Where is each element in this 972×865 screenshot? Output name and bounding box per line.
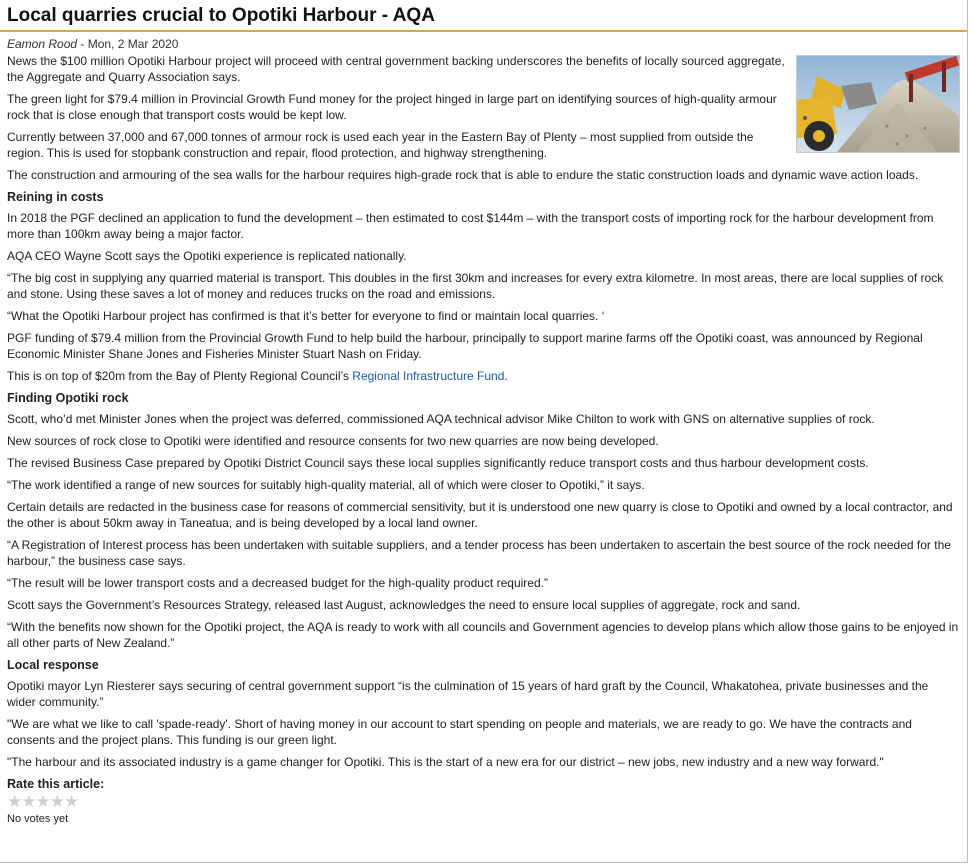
- regional-infrastructure-fund-link[interactable]: Regional Infrastructure Fund: [352, 369, 505, 383]
- paragraph: AQA CEO Wayne Scott says the Opotiki experience is replicated nationally.: [7, 249, 407, 263]
- star-rating-widget: [7, 794, 960, 810]
- paragraph: The green light for $79.4 million in Provincial Growth Fund money for the project hinged in large part on identifying sources of high-quality armour rock that is close enough that transport costs would be kept low.: [7, 92, 777, 122]
- paragraph: “The result will be lower transport costs and a decreased budget for the high-quality product required.”: [7, 576, 548, 590]
- publish-date: - Mon, 2 Mar 2020: [77, 37, 179, 51]
- rating-star-2-icon[interactable]: ★: [21, 792, 37, 811]
- rating-star-1-icon[interactable]: ★: [7, 792, 23, 811]
- section-heading-reining-in-costs: Reining in costs: [7, 190, 104, 204]
- paragraph: “With the benefits now shown for the Opotiki project, the AQA is ready to work with all councils and Government agencies to develop plans which allow those gains to be enjoyed in all other parts of New Zealand.”: [7, 620, 959, 650]
- loader-photo-illustration: [797, 56, 959, 152]
- paragraph: Certain details are redacted in the business case for reasons of commercial sensitivity, but it is understood one new quarry is close to Opotiki and owned by a local contractor, and the other is about 50km away in Taneatua, and is being developed by a local land owner.: [7, 500, 953, 530]
- paragraph: “A Registration of Interest process has been undertaken with suitable suppliers, and a tender process has been undertaken to ascertain the best source of the rock needed for the harbour,” the business case says.: [7, 538, 951, 568]
- section-heading-local-response: Local response: [7, 658, 99, 672]
- paragraph: In 2018 the PGF declined an application to fund the development – then estimated to cost $144m – with the transport costs of importing rock for the harbour development from more than 100km away being a major factor.: [7, 211, 934, 241]
- byline: [7, 36, 960, 52]
- paragraph: “The big cost in supplying any quarried material is transport. This doubles in the first 30km and increases for every extra kilometre. In most areas, there are local supplies of rock and stone. Using these saves a lot of money and reduces trucks on the road and emissions.: [7, 271, 944, 301]
- paragraph: Scott, who’d met Minister Jones when the project was deferred, commissioned AQA technical advisor Mike Chilton to work with GNS on alternative supplies of rock.: [7, 412, 875, 426]
- paragraph: "We are what we like to call 'spade-ready'. Short of having money in our account to start spending on people and materials, we are ready to go. We have the contracts and consents and the project plans. This funding is our green light.: [7, 717, 912, 747]
- rate-article-heading: Rate this article:: [7, 777, 105, 791]
- article-title: Local quarries crucial to Opotiki Harbour - AQA: [0, 0, 967, 32]
- paragraph: “What the Opotiki Harbour project has confirmed is that it’s better for everyone to find or maintain local quarries. ‘: [7, 309, 605, 323]
- rating-star-4-icon[interactable]: ★: [49, 792, 65, 811]
- paragraph: The revised Business Case prepared by Opotiki District Council says these local supplies significantly reduce transport costs and thus harbour development costs.: [7, 456, 869, 470]
- rating-star-3-icon[interactable]: ★: [35, 792, 51, 811]
- paragraph-text: This is on top of $20m from the Bay of Plenty Regional Council’s: [7, 369, 353, 383]
- paragraph-text: .: [504, 369, 508, 383]
- author-name: Eamon Rood: [7, 37, 78, 51]
- article-image: [796, 55, 960, 153]
- paragraph: PGF funding of $79.4 million from the Provincial Growth Fund to help build the harbour, principally to support marine farms off the Opotiki coast, was announced by Regional Economic Minister Shane Jones and Fisheries Minister Stuart Nash on Friday.: [7, 331, 923, 361]
- paragraph: News the $100 million Opotiki Harbour project will proceed with central government backing underscores the benefits of locally sourced aggregate, the Aggregate and Quarry Association says.: [7, 54, 785, 84]
- vote-count: No votes yet: [7, 813, 69, 825]
- rating-star-5-icon[interactable]: ★: [64, 792, 80, 811]
- paragraph: New sources of rock close to Opotiki were identified and resource consents for two new quarries are now being developed.: [7, 434, 659, 448]
- paragraph: Currently between 37,000 and 67,000 tonnes of armour rock is used each year in the Eastern Bay of Plenty – most supplied from outside the region. This is used for stopbank construction and repair, flood protection, and highway strengthening.: [7, 130, 754, 160]
- section-heading-finding-opotiki-rock: Finding Opotiki rock: [7, 391, 129, 405]
- paragraph: The construction and armouring of the sea walls for the harbour requires high-grade rock that is able to endure the static construction loads and dynamic wave action loads.: [7, 168, 919, 182]
- paragraph: “The work identified a range of new sources for suitably high-quality material, all of which were closer to Opotiki,” it says.: [7, 478, 645, 492]
- paragraph: Opotiki mayor Lyn Riesterer says securing of central government support “is the culmination of 15 years of hard graft by the Council, Whakatohea, private businesses and the wider community.”: [7, 679, 929, 709]
- article-body: [0, 32, 967, 827]
- paragraph: "The harbour and its associated industry is a game changer for Opotiki. This is the start of a new era for our district – new jobs, new industry and a new way forward.": [7, 755, 884, 769]
- paragraph: Scott says the Government’s Resources Strategy, released last August, acknowledges the need to ensure local supplies of aggregate, rock and sand.: [7, 598, 801, 612]
- paragraph: [7, 368, 960, 384]
